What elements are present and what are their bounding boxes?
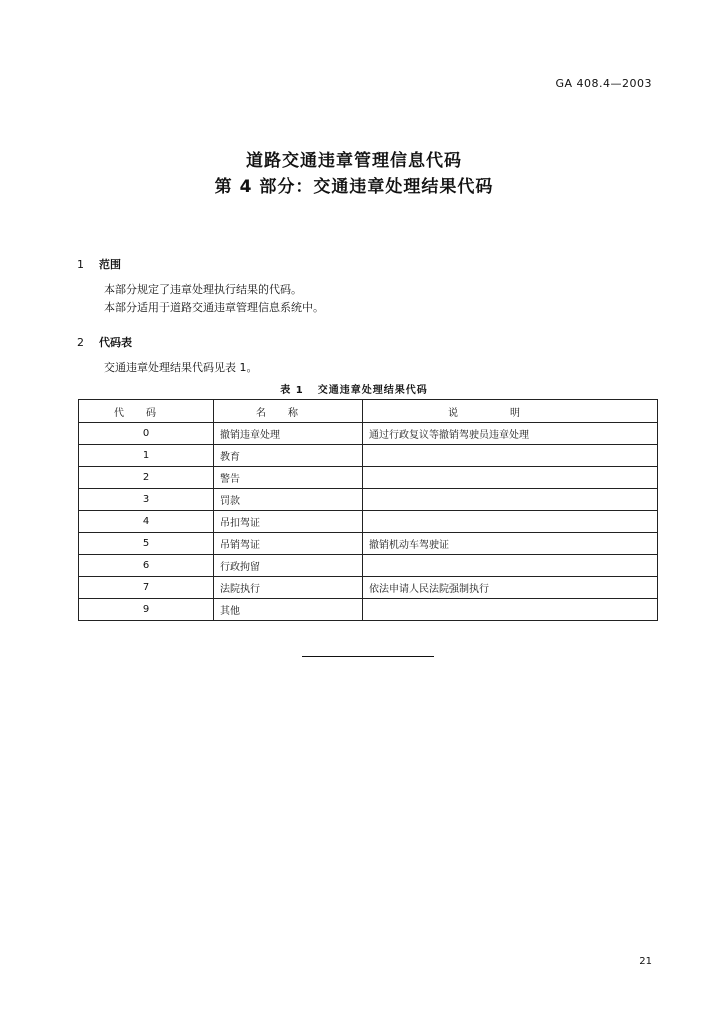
cell-note: 撤销机动车驾驶证 bbox=[363, 533, 658, 555]
standard-number: GA 408.4—2003 bbox=[555, 77, 652, 90]
table-row bbox=[79, 423, 658, 445]
table-row bbox=[79, 533, 658, 555]
cell-name: 撤销违章处理 bbox=[214, 423, 363, 445]
cell-name: 吊扣驾证 bbox=[214, 511, 363, 533]
cell-note bbox=[363, 555, 658, 577]
cell-code: 7 bbox=[79, 577, 214, 599]
section-2-number: 2 bbox=[77, 336, 84, 349]
cell-name: 警告 bbox=[214, 467, 363, 489]
document-title bbox=[0, 148, 708, 200]
cell-code: 0 bbox=[79, 423, 214, 445]
table-row bbox=[79, 445, 658, 467]
code-table bbox=[78, 399, 658, 621]
cell-code: 3 bbox=[79, 489, 214, 511]
cell-code: 4 bbox=[79, 511, 214, 533]
section-1-paragraph-2: 本部分适用于道路交通违章管理信息系统中。 bbox=[104, 301, 324, 314]
header-code: 代码 bbox=[79, 400, 214, 423]
cell-code: 5 bbox=[79, 533, 214, 555]
table-row bbox=[79, 599, 658, 621]
section-2-title: 代码表 bbox=[99, 336, 132, 349]
cell-note: 依法申请人民法院强制执行 bbox=[363, 577, 658, 599]
cell-name: 教育 bbox=[214, 445, 363, 467]
cell-note bbox=[363, 489, 658, 511]
cell-name: 吊销驾证 bbox=[214, 533, 363, 555]
cell-note bbox=[363, 445, 658, 467]
title-line-2: 第 4 部分：交通违章处理结果代码 bbox=[214, 177, 494, 197]
page-number: 21 bbox=[639, 956, 652, 967]
table-caption-title: 交通违章处理结果代码 bbox=[317, 385, 428, 396]
section-1-paragraph-1: 本部分规定了违章处理执行结果的代码。 bbox=[104, 283, 302, 296]
section-1-number: 1 bbox=[77, 258, 84, 271]
table-row bbox=[79, 511, 658, 533]
table-row bbox=[79, 555, 658, 577]
section-2-heading bbox=[77, 334, 132, 350]
cell-code: 1 bbox=[79, 445, 214, 467]
cell-note bbox=[363, 467, 658, 489]
cell-name: 法院执行 bbox=[214, 577, 363, 599]
section-2-paragraph-1: 交通违章处理结果代码见表 1。 bbox=[104, 361, 258, 374]
table-caption-number: 表 1 bbox=[280, 385, 304, 396]
cell-name: 罚款 bbox=[214, 489, 363, 511]
cell-note: 通过行政复议等撤销驾驶员违章处理 bbox=[363, 423, 658, 445]
header-note: 说明 bbox=[363, 400, 658, 423]
section-1-heading bbox=[77, 256, 121, 272]
header-name: 名称 bbox=[214, 400, 363, 423]
table-row bbox=[79, 467, 658, 489]
table-header-row bbox=[79, 400, 658, 423]
table-row bbox=[79, 577, 658, 599]
end-rule-divider bbox=[302, 656, 434, 657]
cell-code: 9 bbox=[79, 599, 214, 621]
cell-name: 行政拘留 bbox=[214, 555, 363, 577]
cell-name: 其他 bbox=[214, 599, 363, 621]
table-caption bbox=[0, 381, 708, 396]
table-row bbox=[79, 489, 658, 511]
cell-code: 2 bbox=[79, 467, 214, 489]
cell-note bbox=[363, 599, 658, 621]
cell-code: 6 bbox=[79, 555, 214, 577]
section-1-title: 范围 bbox=[99, 258, 121, 271]
title-line-1: 道路交通违章管理信息代码 bbox=[246, 151, 462, 171]
cell-note bbox=[363, 511, 658, 533]
